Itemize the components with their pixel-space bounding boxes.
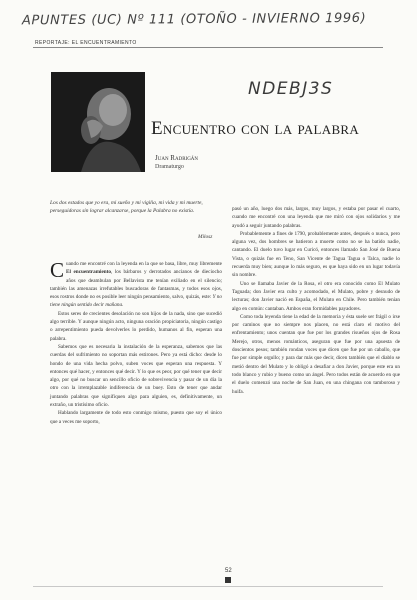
section-tag: REPORTAJE: EL ENCUENTRAMIENTO [35, 40, 137, 46]
right-paragraph-1: pasó un año, luego dos más, largos, muy largos, y estaba por pasar el cuarto, cuando me encontré con una leyenda que me miró con ojos solidarios y me ayudó a seguir juntando palabras. [232, 206, 400, 229]
handwritten-header: APUNTES (UC) Nº 111 (OTOÑO - INVIERNO 1996) [21, 10, 367, 29]
page-number: 52 [225, 568, 232, 574]
article-author: Juan Radrigán [155, 154, 199, 162]
epigraph-text: Los dos estados que yo era, mi sueño y mi vigilia, mi vida y mi muerte, perseguidoras sin lograr alcanzarse, porque la Palabra no existía. [50, 200, 203, 215]
author-photo [51, 72, 145, 172]
handwritten-code: NDEBJ3S [248, 79, 334, 99]
author-role: Dramaturgo [155, 164, 184, 170]
left-paragraph-3: Sabemos que es necesaria la instalación de la esperanza, sabemos que las cuerdas del sufrimiento no soportan más estirones. Pero ya está dicho: desde lo hondo de una vida hecha polvo, suben voces que esperan una respuesta. Y entonces qué hacer, y entonces qué decir. Y lo que es peor, por qué tener que decir algo, por qué no buscar un sencillo oficio de sobrevivencia y pasar de un día la otro con la irremplazable indiferencia de un buey. Esto de tener que andar juntando palabras que signifiquen algo para alguien, es, definitivamente, un extraño, un tristísimo oficio. [50, 343, 222, 409]
left-p1-text-b: , los bárbaros y derrotados ancianos de dieciocho años que deambulan por Bellavista me tenían exiliado en el silencio; también las amenazas irrefutables buscadoras de fantasmas, y todos esos ojos, esos rostros donde no es posible leer ningún pensamiento, salvo, quizás, este: [50, 269, 222, 301]
page-marker [225, 577, 231, 583]
left-p1-text-a: uando me encontré con la leyenda en la que se basa, libre, muy libremente [66, 261, 222, 267]
epigraph-attribution: Milosz [198, 234, 213, 240]
right-column [232, 205, 400, 396]
top-rule [33, 47, 383, 48]
right-paragraph-2: Probablemente a fines de 1790, probablemente antes, después o nunca, pero alguna vez, dos hombres se batieron a muerte como no se ha batido nadie, cantando. El duelo tuvo lugar en Curicó, entonces llamado San José de Buena Vista, o quizás fue en Teno, San Vicente de Tagua Tagua o Talca, nadie lo recuerda muy bien; aunque lo más seguro, es que haya sido en un lugar todavía sin nombre. [232, 230, 400, 279]
left-p1-bold: El encuentramiento [66, 269, 111, 276]
author-portrait-image [51, 72, 145, 172]
drop-cap: C [50, 258, 65, 282]
left-p1-italic: Y no tiene ningún sentido decir mañana. [50, 294, 222, 309]
left-column [50, 260, 222, 426]
right-paragraph-4: Como toda leyenda tiene la edad de la memoria y ésta suele ser frágil o irse por caminos que no siempre nos placen, no está claro el motivo del enfrentamiento; unos cuentan que fue por los grandes risueños ojos de Rosa Merejo, otros, menos románticos, aseguran que fue por una apuesta de doscientos pesos; también rondan voces que dicen que fue por un caballo, que fue por simple orgullo; y para dar más que decir, dicen también que el diablo se metió dentro del Mulato y lo obligó a desafiar a don Javier, porque este era un todo blanco y rubio y bueno como un ángel. Pero todos están de acuerdo en que el duelo comenzó una noche de San Juan, en una chingana con tamboroso y huifa. [232, 313, 400, 395]
right-paragraph-3: Uno se llamaba Javier de la Rosa, el otro era conocido como El Mulato Taguada; don Javier era culto y acomodado, el Mulato, pobre y desnudo de lecturas; don Javier nació en España, el Mulato en Chile. Pero también tenían algo en común: cantaban. Ambos eran formidables payadores. [232, 280, 400, 312]
bottom-rule [33, 586, 383, 587]
left-paragraph-2: Estos seres de crecientes desolación no son hijos de la nada, sino que sucedió algo terrible. Y aunque ningún acto, ninguna oración propiciatoria, ningún castigo o arrepentimiento pueda devolverles lo perdido, humanos al fin, esperan una palabra. [50, 310, 222, 342]
left-paragraph-1 [50, 260, 222, 310]
article-title: Encuentro con la palabra [151, 118, 360, 139]
left-paragraph-4: Hablando largamente de todo esto conmigo mismo, puesto que soy el único que a veces me soporto, [50, 410, 222, 425]
